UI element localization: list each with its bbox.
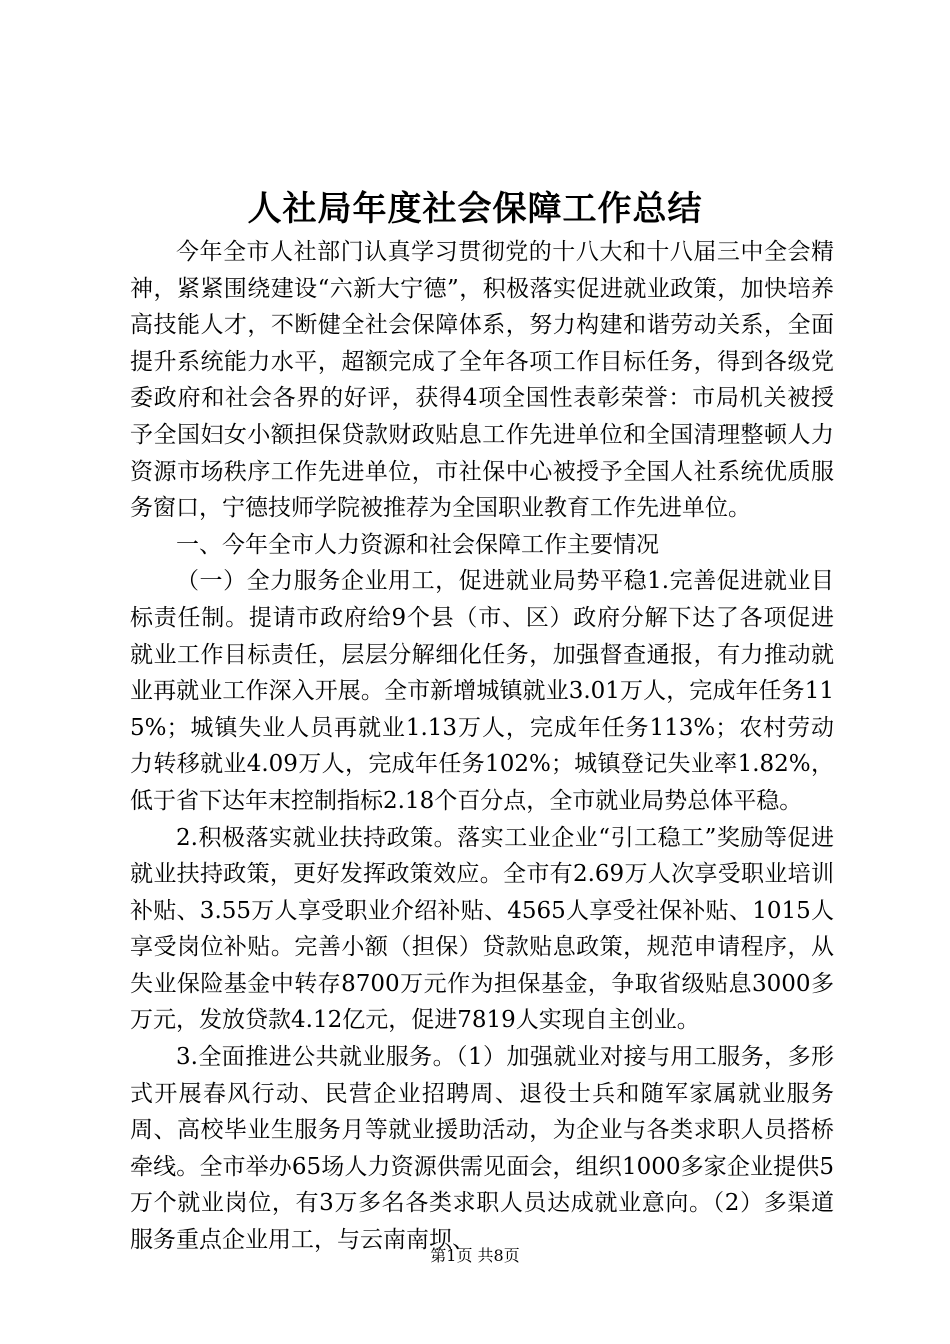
document-title: 人社局年度社会保障工作总结 (247, 189, 703, 229)
paragraph-public-employment-service: 3.全面推进公共就业服务。（1）加强就业对接与用工服务，多形式开展春风行动、民营企业招聘周、退役士兵和随军家属就业服务周、高校毕业生服务月等就业援助活动，为企业与各类求职人员搭桥牵线。全市举办65场人力资源供需见面会，组织1000多家企业提供5万个就业岗位，有3万多名各类求职人员达成就业意向。（2）多渠道服务重点企业用工，与云南南坝、 (130, 1044, 834, 1254)
paragraph-intro: 今年全市人社部门认真学习贯彻党的十八大和十八届三中全会精神，紧紧围绕建设“六新大宁德”，积极落实促进就业政策，加快培养高技能人才，不断健全社会保障体系，努力构建和谐劳动关系，全面提升系统能力水平，超额完成了全年各项工作目标任务，得到各级党委政府和社会各界的好评，获得4项全国性表彰荣誉：市局机关被授予全国妇女小额担保贷款财政贴息工作先进单位和全国清理整顿人力资源市场秩序工作先进单位，市社保中心被授予全国人社系统优质服务窗口，宁德技师学院被推荐为全国职业教育工作先进单位。 (130, 239, 834, 522)
paragraph-employment-policy: 2.积极落实就业扶持政策。落实工业企业“引工稳工”奖励等促进就业扶持政策，更好发挥政策效应。全市有2.69万人次享受职业培训补贴、3.55万人享受职业介绍补贴、4565人享受社保补贴、1015人享受岗位补贴。完善小额（担保）贷款贴息政策，规范申请程序，从失业保险基金中转存8700万元作为担保基金，争取省级贴息3000多万元，发放贷款4.12亿元，促进7819人实现自主创业。 (130, 824, 834, 1034)
section-heading-1: 一、今年全市人力资源和社会保障工作主要情况 (176, 531, 659, 558)
document-body (130, 234, 834, 1259)
page-number-footer: 第1页 共8页 (430, 1246, 520, 1265)
paragraph-employment-target: （一）全力服务企业用工，促进就业局势平稳1.完善促进就业目标责任制。提请市政府给9个县（市、区）政府分解下达了各项促进就业工作目标责任，层层分解细化任务，加强督查通报，有力推动就业再就业工作深入开展。全市新增城镇就业3.01万人，完成年任务115%；城镇失业人员再就业1.13万人，完成年任务113%；农村劳动力转移就业4.09万人，完成年任务102%；城镇登记失业率1.82%，低于省下达年末控制指标2.18个百分点，全市就业局势总体平稳。 (130, 568, 834, 814)
